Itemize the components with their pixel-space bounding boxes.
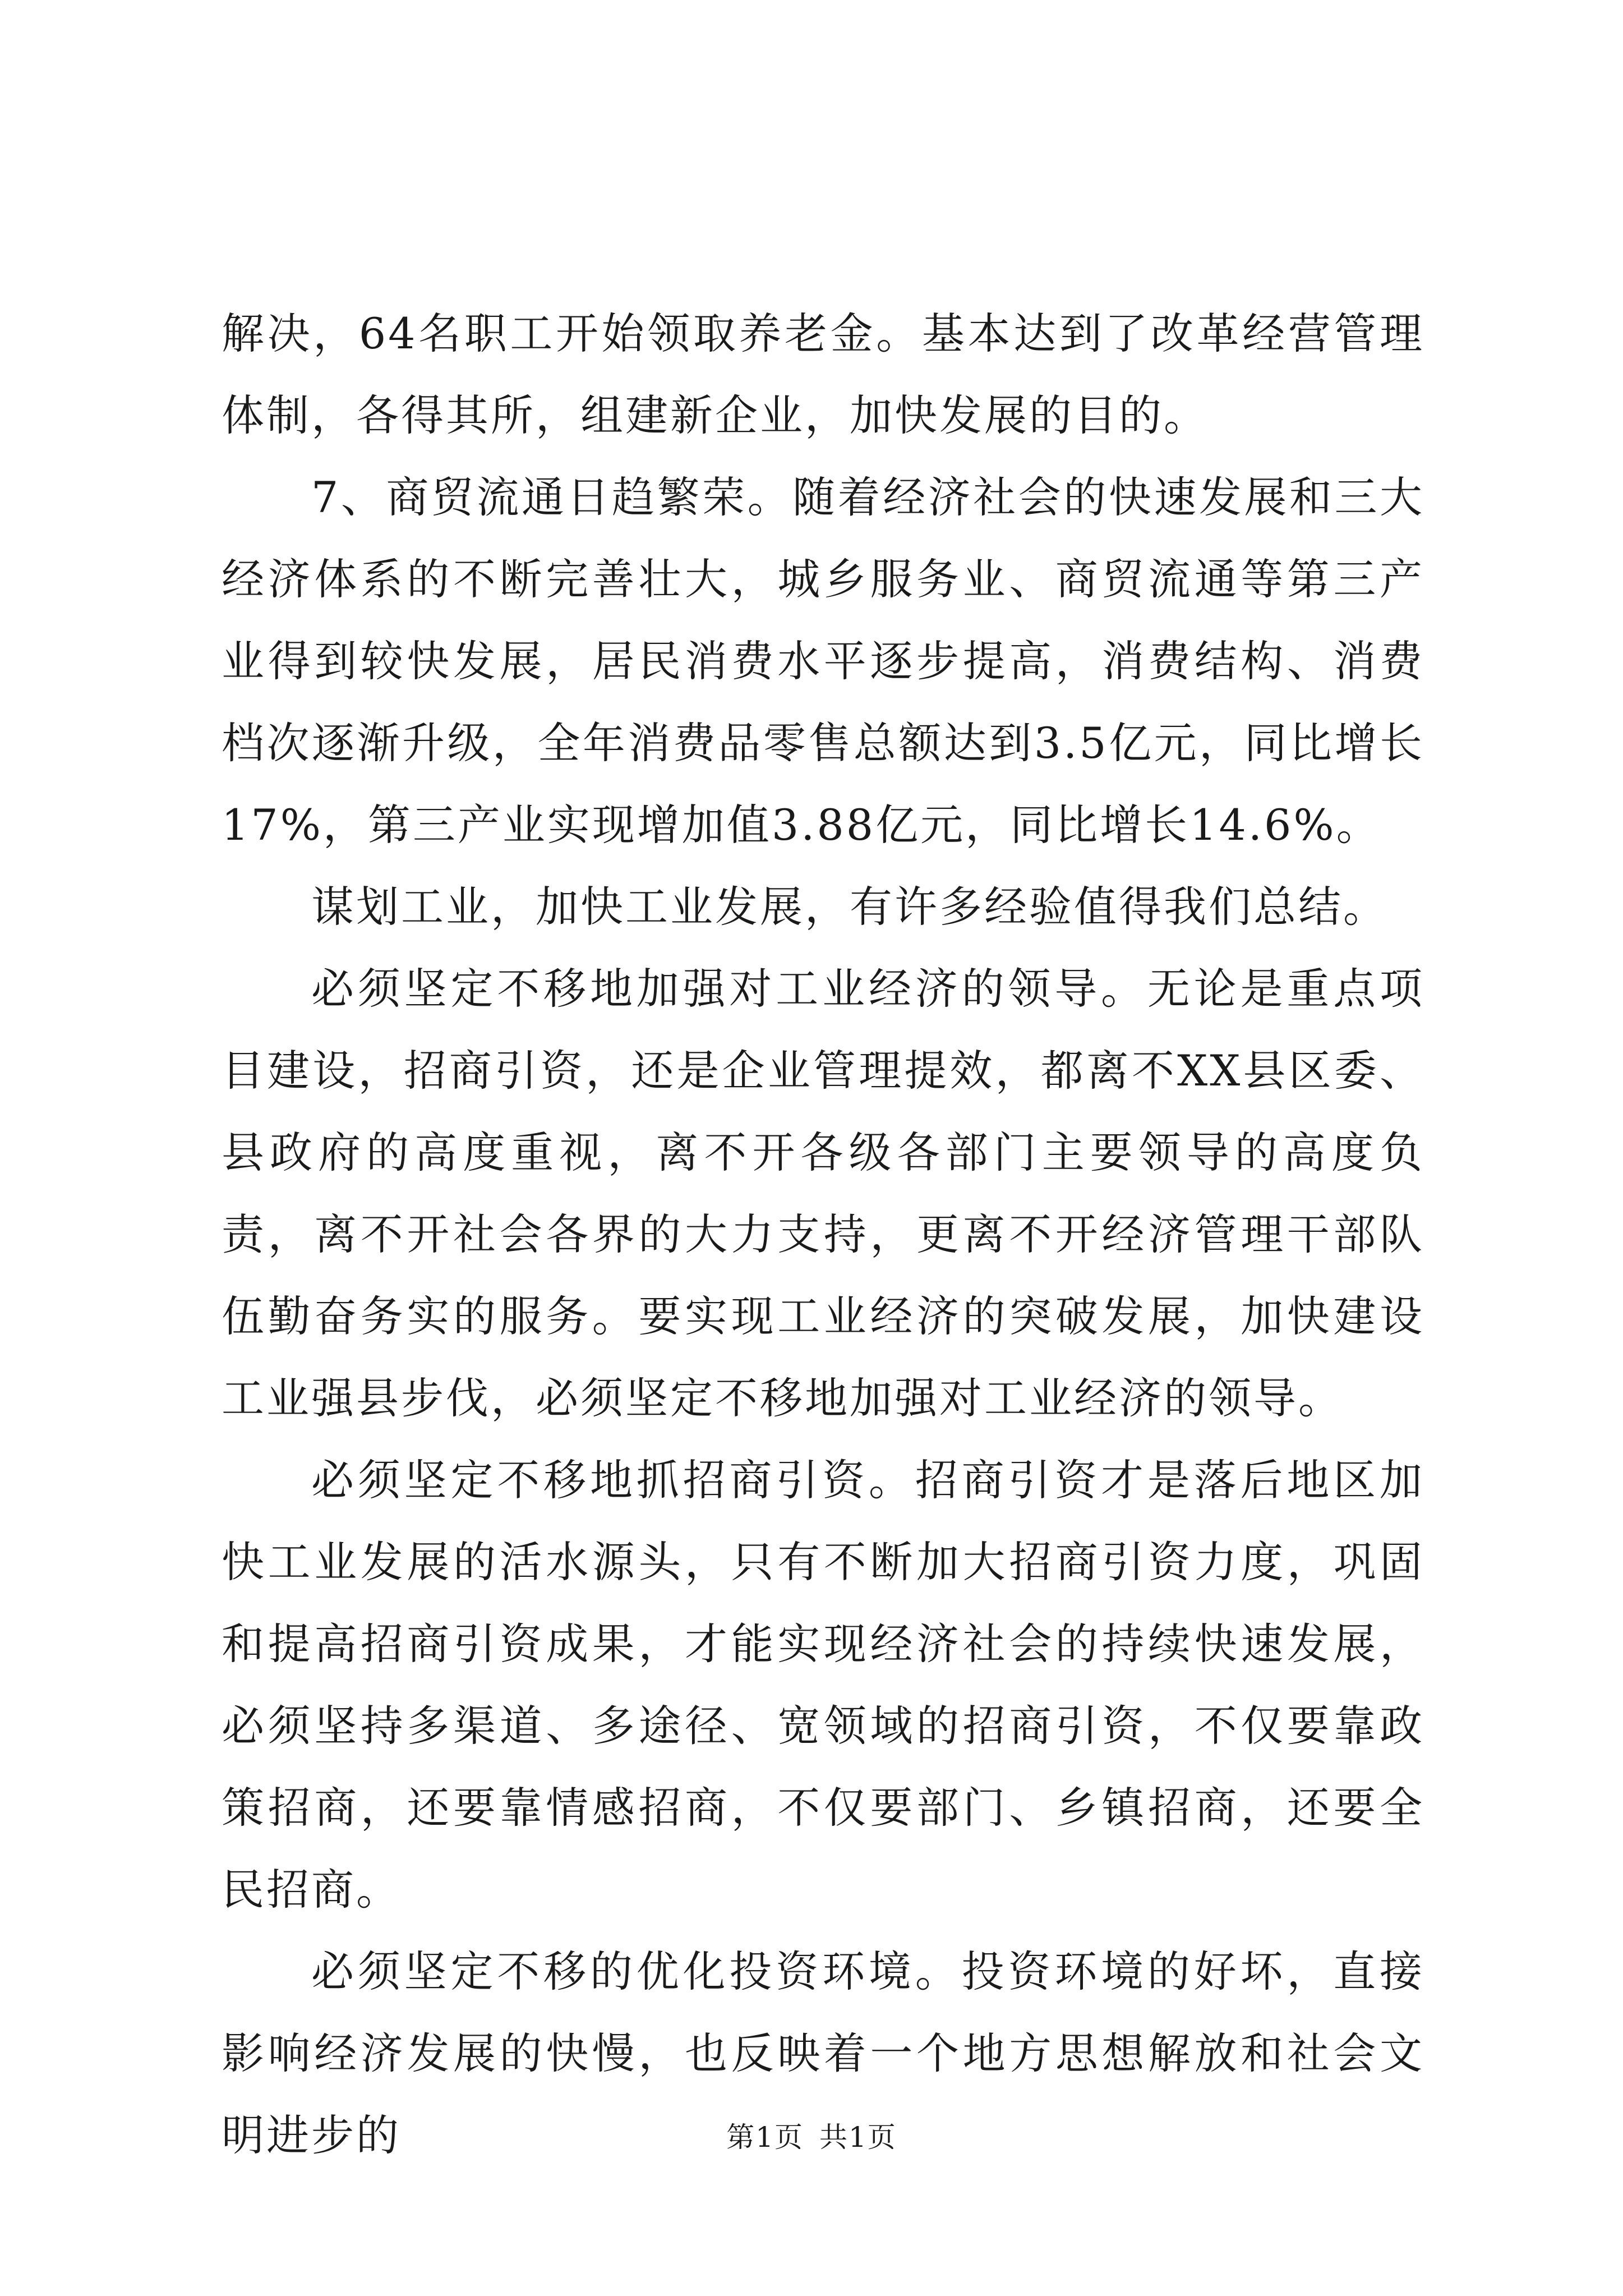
paragraph-5: 必须坚定不移地抓招商引资。招商引资才是落后地区加快工业发展的活水源头，只有不断加大招商引资力度，巩固和提高招商引资成果，才能实现经济社会的持续快速发展，必须坚持多渠道、多途径、宽领域的招商引资，不仅要靠政策招商，还要靠情感招商，不仅要部门、乡镇招商，还要全民招商。 [222, 1455, 1424, 1915]
paragraph-2: 7、商贸流通日趋繁荣。随着经济社会的快速发展和三大经济体系的不断完善壮大，城乡服务业、商贸流通等第三产业得到较快发展，居民消费水平逐步提高，消费结构、消费档次逐渐升级，全年消费品零售总额达到3.5亿元，同比增长17%，第三产业实现增加值3.88亿元，同比增长14.6%。 [222, 472, 1424, 850]
page-footer [0, 2118, 1623, 2157]
paragraph-1: 解决，64名职工开始领取养老金。基本达到了改革经营管理体制，各得其所，组建新企业，加快发展的目的。 [222, 309, 1424, 440]
document-body [222, 293, 1424, 2177]
page-number: 第1页 [726, 2121, 804, 2154]
page-total: 共1页 [819, 2121, 897, 2154]
paragraph-6: 必须坚定不移的优化投资环境。投资环境的好坏，直接影响经济发展的快慢，也反映着一个地方思想解放和社会文明进步的 [222, 1947, 1424, 2160]
paragraph-3: 谋划工业，加快工业发展，有许多经验值得我们总结。 [311, 882, 1388, 932]
paragraph-4: 必须坚定不移地加强对工业经济的领导。无论是重点项目建设，招商引资，还是企业管理提效，都离不XX县区委、县政府的高度重视，离不开各级各部门主要领导的高度负责，离不开社会各界的大力支持，更离不开经济管理干部队伍勤奋务实的服务。要实现工业经济的突破发展，加快建设工业强县步伐，必须坚定不移地加强对工业经济的领导。 [222, 964, 1424, 1423]
